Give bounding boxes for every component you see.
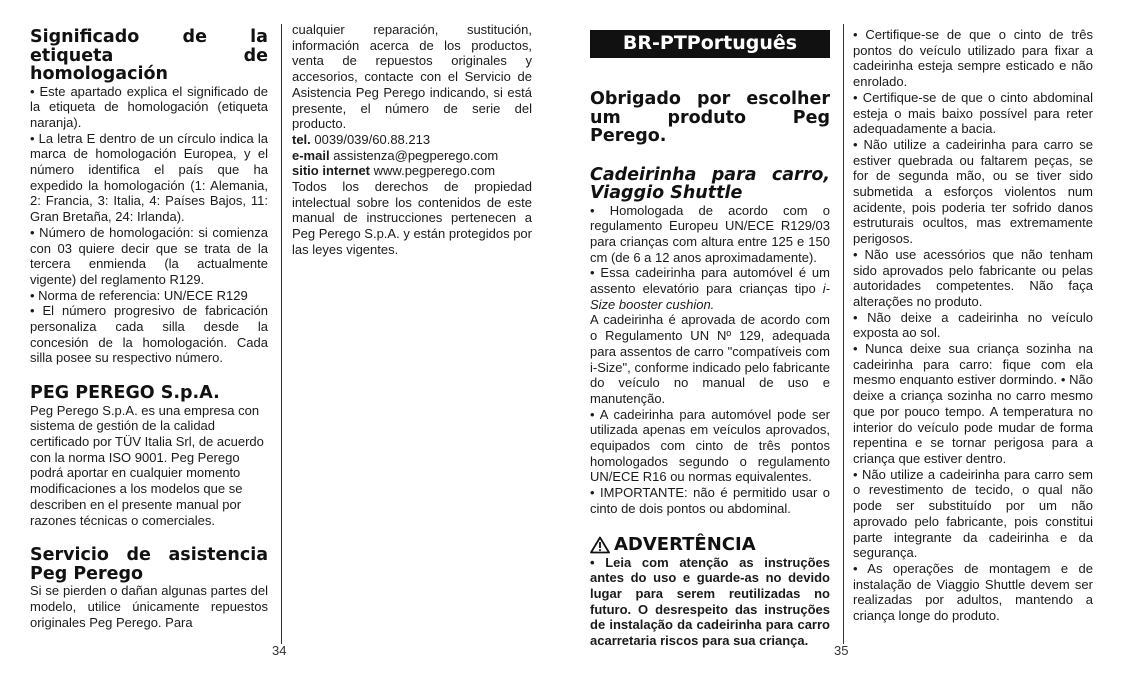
email-value: assistenza@pegperego.com [333,147,499,163]
safety-items-list [853,27,1093,624]
homologation-paragraph: • Norma de referencia: UN/ECE R129 [30,287,248,303]
heading-company: PEG PEREGO S.p.A. [30,383,220,404]
right-page-column-1 [590,22,830,649]
safety-item: • Não utilize a cadeirinha para carro se estiver quebrada ou faltarem peças, se for de segunda mão, ou se tiver sido submetida a esforços violentos num acidente, pois poderia ter sofrido danos estruturais ocultos, mas extremamente perigosos. [853,136,1093,247]
heading-service: Servicio de asistencia Peg Perego [30,545,268,584]
service-text: Si se pierden o dañan algunas partes del modelo, utilice únicamente repuestos originales Peg Perego. Para [30,583,268,630]
heading-homologation-label: Significado de la etiqueta de homologación [30,27,268,84]
safety-item: • Não utilize a cadeirinha para carro sem o revestimento de tecido, o qual não pode ser substituído por um não aprovado pelo fabricante, pois constitui parte integrante da cadeirinha e da segurança. [853,466,1093,561]
service-continued-text: cualquier reparación, sustitución, información acerca de los productos, venta de repuestos originales y accesorios, contacte con el Servicio de Asistencia Peg Perego indicando, si está presente, el número de serie del producto. [292,22,532,132]
website-label: sitio internet [292,163,371,179]
banner-language-code: BR-PT [622,32,687,55]
product-para-5: • IMPORTANTE: não é permitido usar o cinto de dois pontos ou abdominal. [590,485,830,516]
homologation-paragraphs [30,84,268,367]
tel-value: 0039/039/60.88.213 [314,131,431,147]
homologation-paragraph: • La letra E dentro de un círculo indica la marca de homologación Europea, y el número identifica el país que ha expedido la homologación (1: Alemania, 2: Francia, 3: Italia, 4: Países Bajos, 11: Gran Bretaña, 24: Irlanda). [30,130,268,225]
page-number-left: 34 [272,643,287,658]
left-page-column-2 [292,22,532,258]
product-para-4: • A cadeirinha para automóvel pode ser utilizada apenas em veículos aprovados, equipados com cinto de três pontos homologados segundo o regulamento UN/ECE R16 ou normas equivalentes. [590,406,830,485]
contact-tel [292,132,532,148]
product-title: Cadeirinha para carro, Viaggio Shuttle [590,164,830,203]
tel-label: tel. [292,131,311,147]
rights-text: Todos los derechos de propiedad intelectual sobre los contenidos de este manual de instrucciones pertenecen a Peg Perego S.p.A. y están protegidos por las leyes vigentes. [292,179,532,257]
safety-item: • Não use acessórios que não tenham sido aprovados pelo fabricante ou pelas autoridades competentes. Não faça alterações no produto. [853,246,1093,309]
contact-website [292,163,532,179]
left-page-column-1 [30,28,268,630]
safety-item: • As operações de montagem e de instalação de Viaggio Shuttle devem ser realizadas por adultos, mantendo a criança longe do produto. [853,560,1093,624]
warning-text: • Leia com atenção as instruções antes do uso e guarde-as no devido lugar para serem reutilizadas no futuro. O desrespeito das instruções de instalação da cadeirinha para carro acarretaria riscos para sua criança. [590,554,830,649]
website-value: www.pegperego.com [373,163,496,179]
product-para-1: • Homologada de acordo com o regulamento Europeu UN/ECE R129/03 para crianças com altura entre 125 e 150 cm (de 6 a 12 anos aproximadamente). [590,202,830,265]
right-column-divider [843,24,844,644]
warning-triangle-icon [590,536,610,554]
thanks-heading: Obrigado por escolher um produto Peg Perego. [590,89,830,146]
product-para-2-italic: i-Size booster cushion. [590,281,830,312]
product-para-2 [590,265,830,312]
email-label: e-mail [292,147,330,163]
warning-heading [590,535,830,555]
company-text: Peg Perego S.p.A. es una empresa con sistema de gestión de la calidad certificado por TÜV Italia Srl, de acuerdo con la norma ISO 9001. Peg Perego podrá aportar en cualquier momento modificaciones a los modelos que se describen en el presente manual por razones técnicas o comerciales. [30,402,264,528]
contact-email [292,148,532,164]
safety-item: • Nunca deixe sua criança sozinha na cadeirinha para carro: fique com ela mesmo enquanto estiver dormindo. • Não deixe a criança sozinha no carro mesmo que por pouco tempo. A temperatura no interior do veículo pode mudar de forma repentina e se tornar perigosa para a criança que estiver dentro. [853,341,1093,466]
safety-item: • Certifique-se de que o cinto de três pontos do veículo utilizado para fixar a cadeirinha esteja sempre esticado e não enrolado. [853,27,1093,90]
product-para-2-text: • Essa cadeirinha para automóvel é um assento elevatório para crianças tipo [590,265,830,297]
banner-language-name: Português [686,32,798,55]
left-column-divider [281,24,282,644]
homologation-paragraph: • Número de homologación: si comienza con 03 quiere decir que se trata de la tercera enmienda (la actualmente vigente) del reglamento R129. [30,224,268,287]
right-page-column-2 [853,27,1093,624]
safety-item: • Não deixe a cadeirinha no veículo exposta ao sol. [853,309,1093,341]
warning-title: ADVERTÊNCIA [614,533,756,555]
safety-item: • Certifique-se de que o cinto abdominal esteja o mais baixo possível para reter adequadamente a bacia. [853,89,1093,137]
product-para-3: A cadeirinha é aprovada de acordo com o Regulamento UN Nº 129, adequada para assentos de carro "compatíveis com i-Size", conforme indicado pelo fabricante do veículo no manual de uso e manutenção. [590,312,830,406]
homologation-paragraph: • Este apartado explica el significado de la etiqueta de homologación (etiqueta naranja). [30,83,268,130]
page-number-right: 35 [834,643,849,658]
language-banner [590,30,830,58]
homologation-paragraph: • El número progresivo de fabricación personaliza cada silla desde la concesión de la homologación. Cada silla posee su respectivo número. [30,303,268,366]
